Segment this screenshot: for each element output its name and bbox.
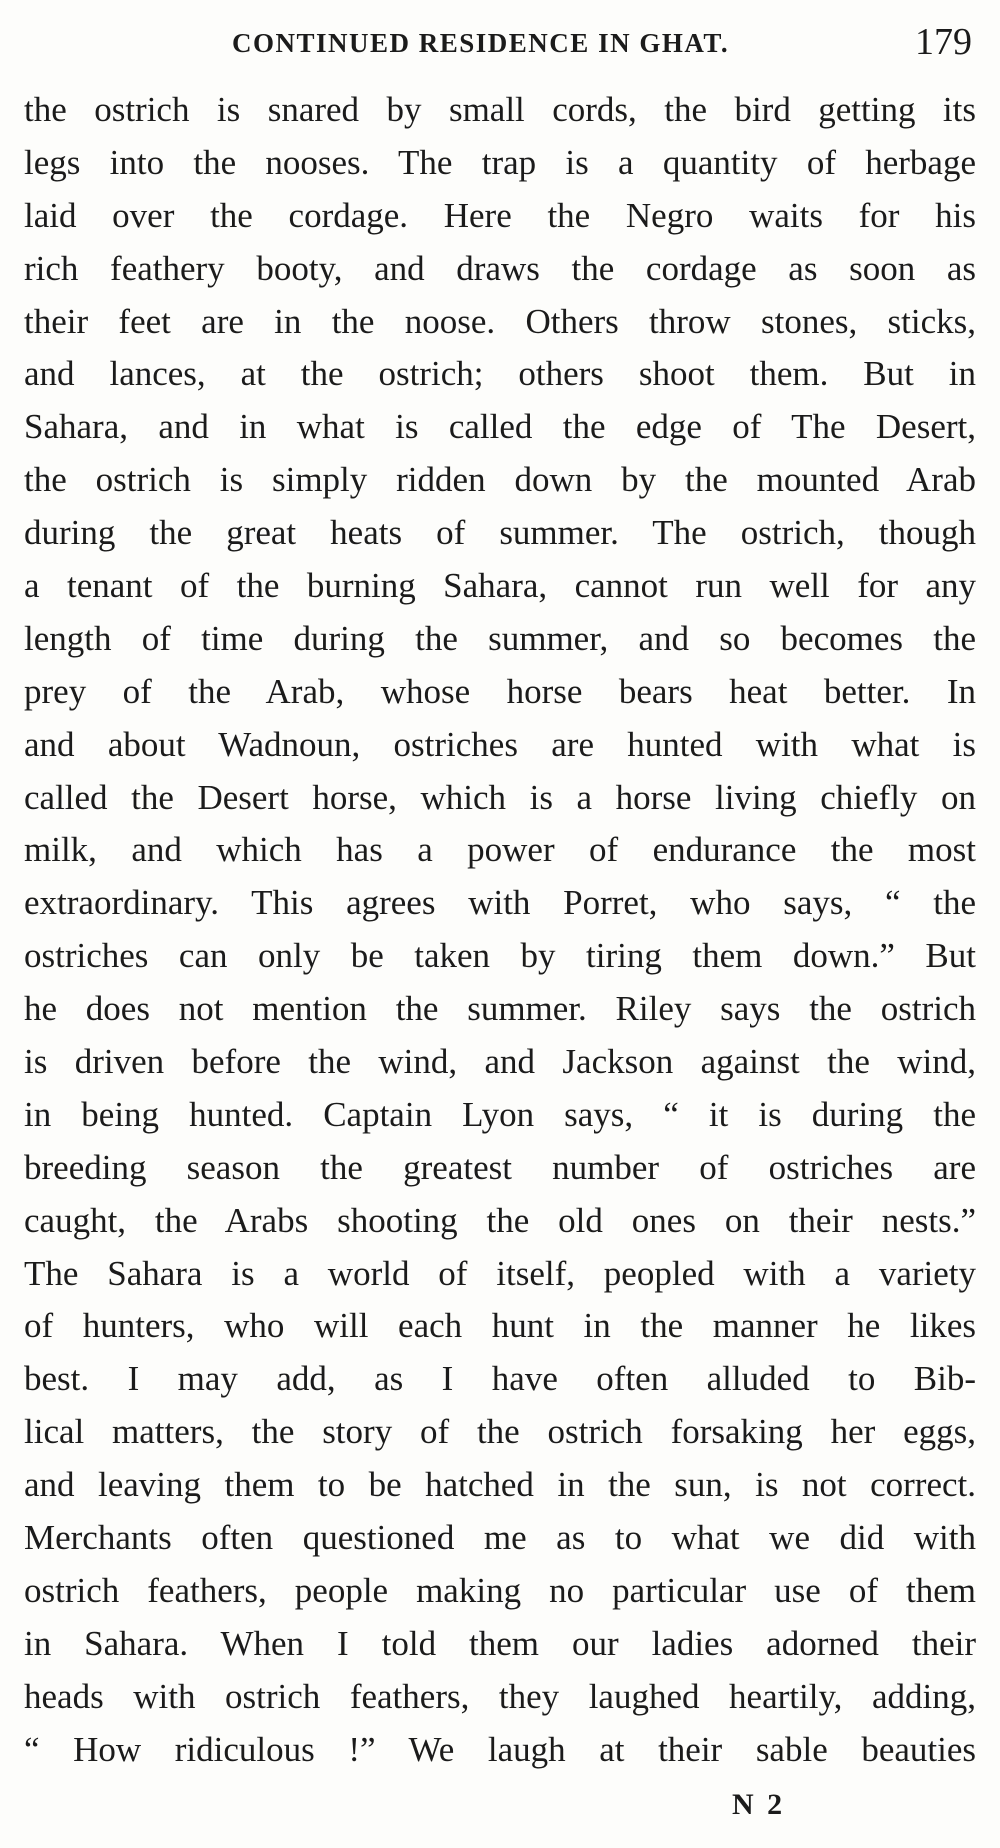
text-line: Sahara, and in what is called the edge of The Desert, [24,407,976,447]
text-line: ostriches can only be taken by tiring them down.” But [24,936,976,976]
page-number: 179 [915,21,972,63]
text-line: and about Wadnoun, ostriches are hunted with what is [24,724,976,764]
text-line: during the great heats of summer. The ostrich, though [24,513,976,553]
text-line: in being hunted. Captain Lyon says, “ it is during the [24,1094,976,1134]
text-line: best. I may add, as I have often alluded to Bib- [24,1359,976,1399]
text-line: extraordinary. This agrees with Porret, who says, “ the [24,883,976,923]
text-line: he does not mention the summer. Riley says the ostrich [24,989,976,1029]
text-line: in Sahara. When I told them our ladies adorned their [24,1623,976,1663]
text-line: “ How ridiculous !” We laugh at their sable beauties [24,1729,976,1769]
text-line: a tenant of the burning Sahara, cannot run well for any [24,566,976,606]
text-line: and leaving them to be hatched in the sun, is not correct. [24,1465,976,1505]
signature-mark: N 2 [732,1788,786,1821]
running-title: CONTINUED RESIDENCE IN GHAT. [232,28,730,58]
text-line: ostrich feathers, people making no particular use of them [24,1570,976,1610]
text-line: breeding season the greatest number of ostriches are [24,1147,976,1187]
text-line: and lances, at the ostrich; others shoot them. But in [24,354,976,394]
text-line: the ostrich is simply ridden down by the mounted Arab [24,460,976,500]
text-line: lical matters, the story of the ostrich forsaking her eggs, [24,1412,976,1452]
text-line: length of time during the summer, and so becomes the [24,618,976,658]
text-line: rich feathery booty, and draws the cordage as soon as [24,248,976,288]
text-line: their feet are in the noose. Others throw stones, sticks, [24,301,976,341]
page-header [0,18,1000,78]
text-line: heads with ostrich feathers, they laughed heartily, adding, [24,1676,976,1716]
text-line: caught, the Arabs shooting the old ones on their nests.” [24,1200,976,1240]
text-line: called the Desert horse, which is a horse living chiefly on [24,777,976,817]
text-line: laid over the cordage. Here the Negro waits for his [24,195,976,235]
text-line: is driven before the wind, and Jackson against the wind, [24,1042,976,1082]
text-line: The Sahara is a world of itself, peopled with a variety [24,1253,976,1293]
text-line: prey of the Arab, whose horse bears heat better. In [24,671,976,711]
text-line: of hunters, who will each hunt in the manner he likes [24,1306,976,1346]
text-line: milk, and which has a power of endurance the most [24,830,976,870]
text-line: legs into the nooses. The trap is a quantity of herbage [24,142,976,182]
body-text [24,84,976,1777]
text-line: the ostrich is snared by small cords, the bird getting its [24,90,976,129]
text-line: Merchants often questioned me as to what we did with [24,1518,976,1558]
